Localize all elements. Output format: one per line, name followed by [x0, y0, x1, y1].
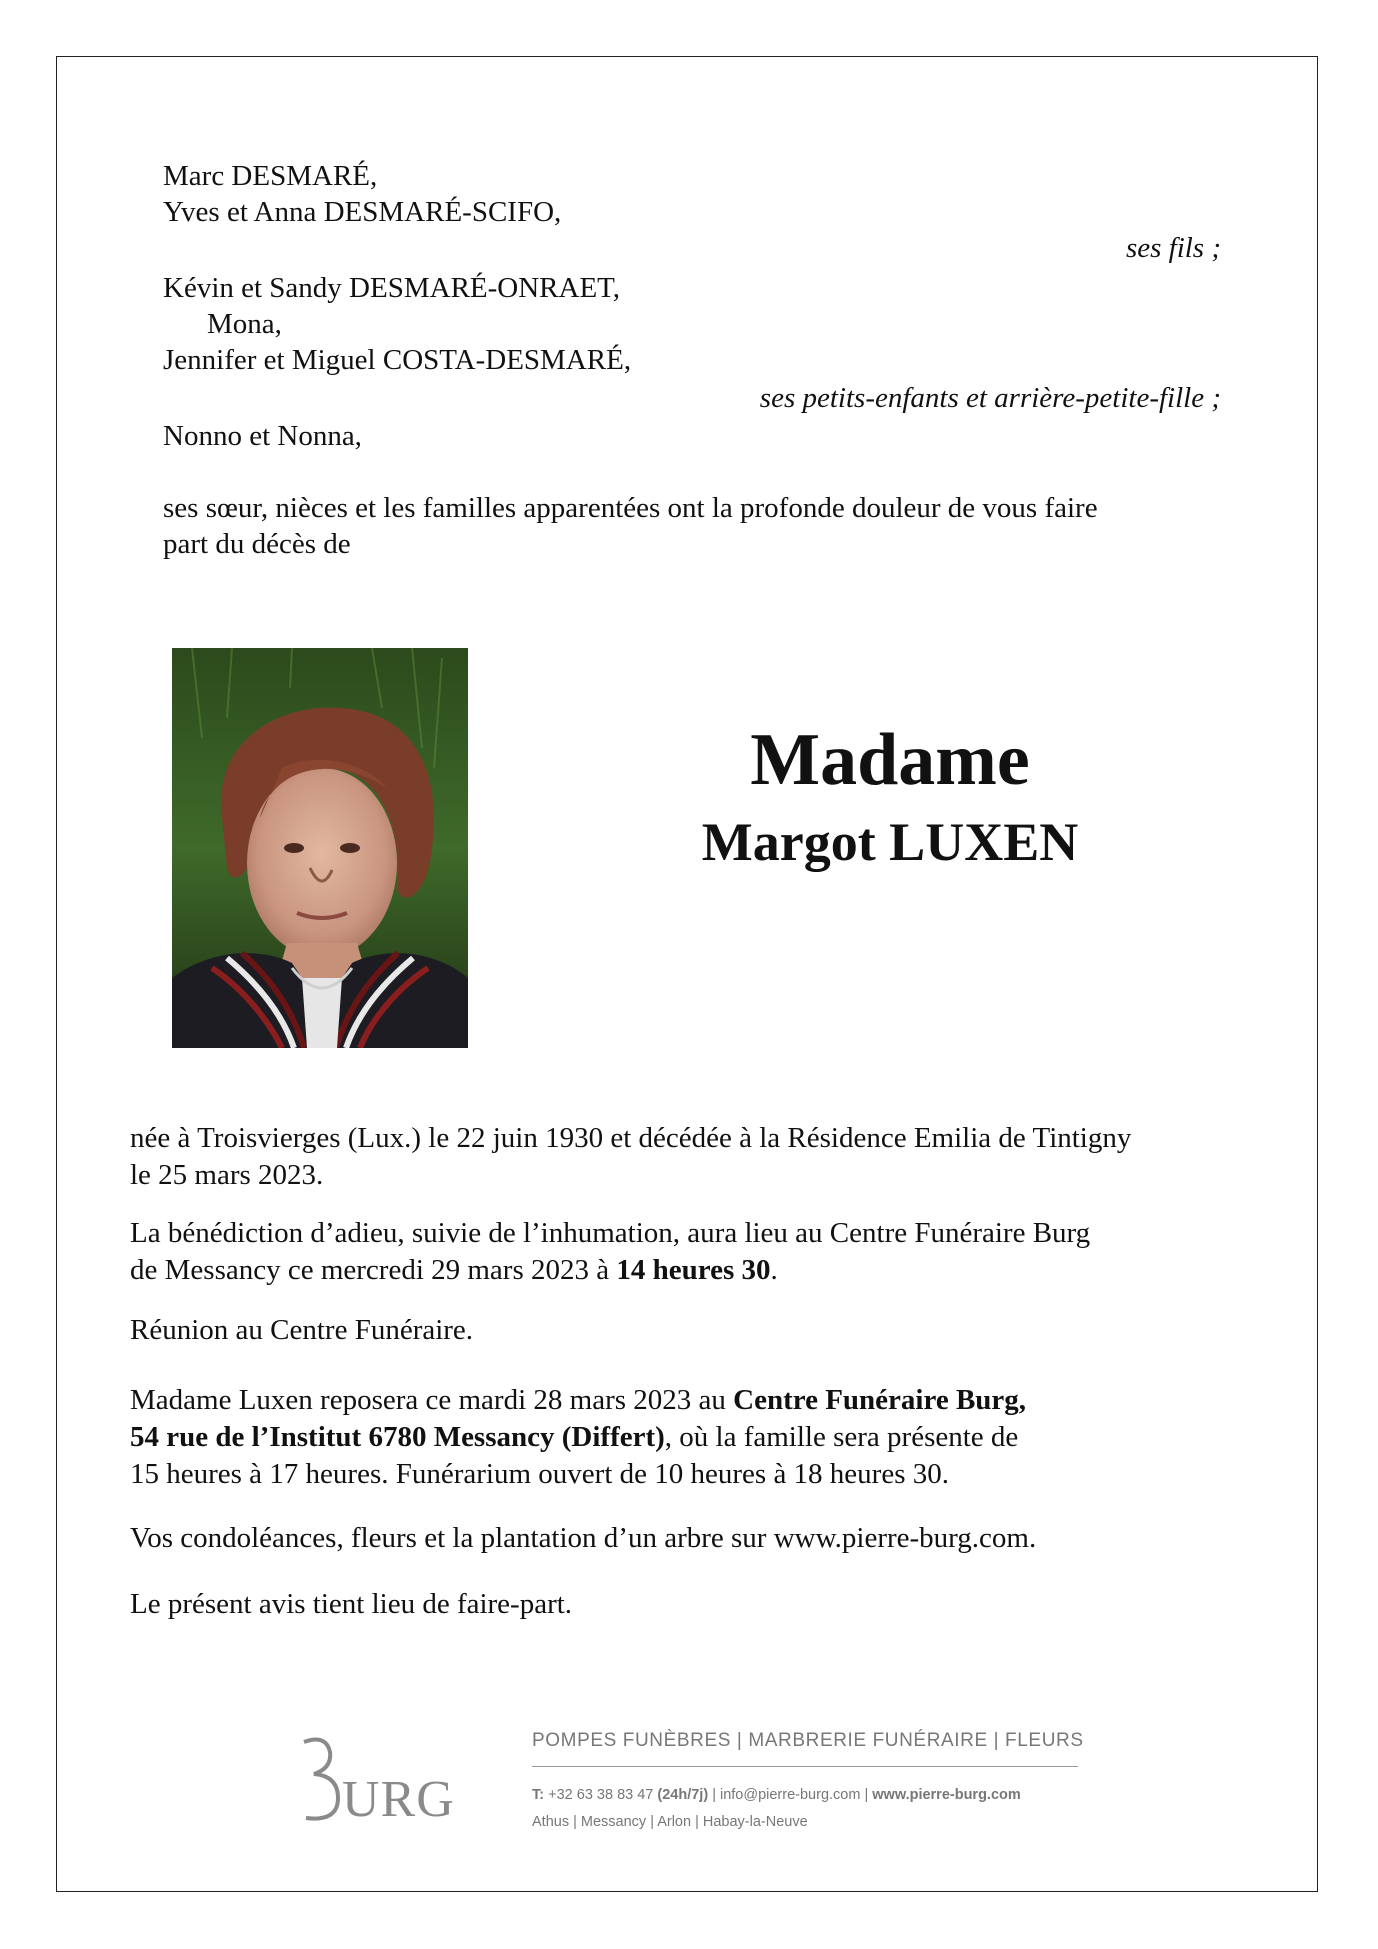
birth-line-2: le 25 mars 2023.	[130, 1159, 324, 1191]
birth-line-1: née à Troisvierges (Lux.) le 22 juin 1930 et décédée à la Résidence Emilia de Tintigny	[130, 1122, 1132, 1154]
family-line-1: Marc DESMARÉ,	[163, 160, 378, 192]
family-line-5: Jennifer et Miguel COSTA-DESMARÉ,	[163, 344, 632, 376]
repose-text: Madame Luxen reposera ce mardi 28 mars 2023 au	[130, 1384, 734, 1416]
notice-line: Le présent avis tient lieu de faire-part.	[130, 1588, 573, 1620]
family-role-grandchildren: ses petits-enfants et arrière-petite-fille ;	[759, 382, 1221, 414]
announcement-line-2: part du décès de	[163, 528, 351, 560]
footer-divider	[532, 1766, 1078, 1767]
website-link[interactable]: www.pierre-burg.com	[872, 1787, 1021, 1803]
phone-number: +32 63 38 83 47	[548, 1787, 654, 1803]
ceremony-text: de Messancy ce mercredi 29 mars 2023 à	[130, 1254, 617, 1286]
condolences-line: Vos condoléances, fleurs et la plantation d’un arbre sur www.pierre-burg.com.	[130, 1522, 1037, 1554]
reunion-line: Réunion au Centre Funéraire.	[130, 1314, 474, 1346]
family-line-3: Kévin et Sandy DESMARÉ-ONRAET,	[163, 272, 620, 304]
footer-contact: T: +32 63 38 83 47 (24h/7j) | info@pierre-burg.com | www.pierre-burg.com	[532, 1787, 1021, 1803]
repose-presence: , où la famille sera présente de	[664, 1421, 1019, 1453]
repose-place: Centre Funéraire Burg,	[733, 1384, 1027, 1416]
burg-logo	[296, 1730, 486, 1830]
repose-paragraph	[130, 1382, 1240, 1493]
footer-tagline: POMPES FUNÈBRES | MARBRERIE FUNÉRAIRE | FLEURS	[532, 1730, 1084, 1751]
phone-hours: (24h/7j)	[657, 1787, 709, 1803]
family-line-6: Nonno et Nonna,	[163, 420, 362, 452]
birth-paragraph	[130, 1120, 1240, 1194]
family-role-sons: ses fils ;	[1125, 232, 1221, 264]
deceased-title: Madame	[750, 719, 1030, 801]
repose-address: 54 rue de l’Institut 6780 Messancy (Differt)	[130, 1421, 665, 1453]
ceremony-time: 14 heures 30	[616, 1254, 771, 1286]
ceremony-end: .	[770, 1254, 778, 1286]
svg-text:URG: URG	[342, 1771, 455, 1828]
phone-label: T:	[532, 1787, 545, 1803]
email-link[interactable]: info@pierre-burg.com	[719, 1787, 861, 1803]
deceased-name: Margot LUXEN	[701, 812, 1079, 872]
portrait-photo	[172, 648, 468, 1048]
repose-line-1	[130, 1382, 1240, 1419]
family-line-4: Mona,	[207, 308, 282, 340]
repose-line-2	[130, 1419, 1240, 1456]
family-line-2: Yves et Anna DESMARÉ-SCIFO,	[163, 196, 562, 228]
ceremony-line-1: La bénédiction d’adieu, suivie de l’inhumation, aura lieu au Centre Funéraire Burg	[130, 1217, 1091, 1249]
announcement-line-1: ses sœur, nièces et les familles apparentées ont la profonde douleur de vous faire	[163, 492, 1098, 524]
repose-line-3: 15 heures à 17 heures. Funérarium ouvert de 10 heures à 18 heures 30.	[130, 1458, 949, 1490]
ceremony-line-2	[130, 1252, 1240, 1289]
footer-offices: Athus | Messancy | Arlon | Habay-la-Neuve	[532, 1814, 808, 1830]
ceremony-paragraph	[130, 1215, 1240, 1289]
